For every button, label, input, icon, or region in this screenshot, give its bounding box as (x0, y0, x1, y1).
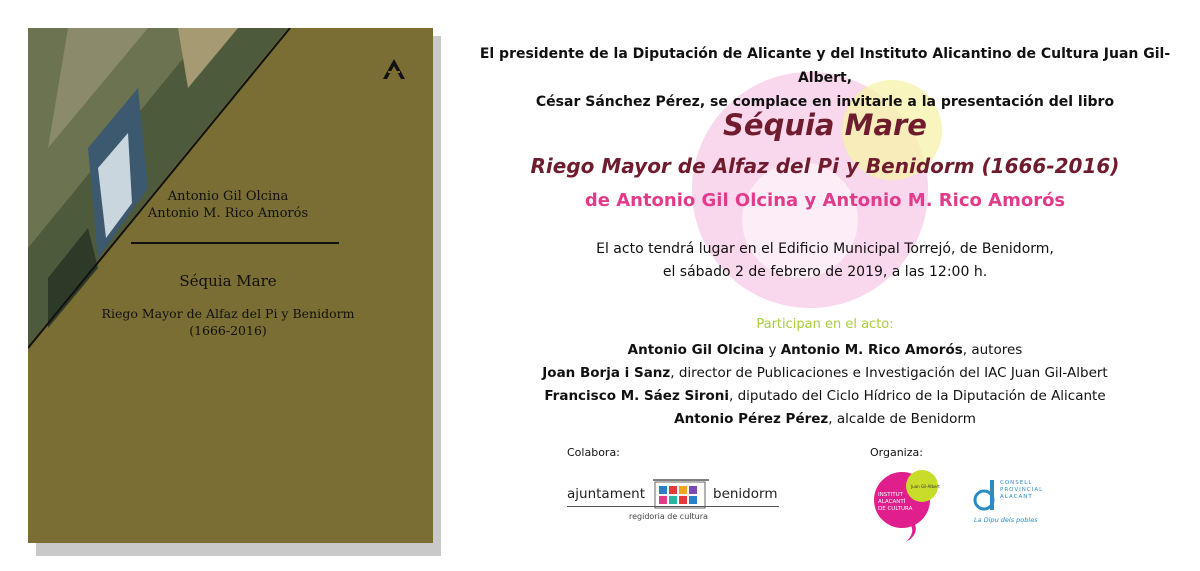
book-cover (28, 28, 433, 543)
cover-author: Antonio M. Rico Amorós (147, 206, 309, 221)
dipu-text-line: PROVINCIAL (1000, 487, 1044, 493)
logo-word-ajuntament: ajuntament (567, 486, 646, 502)
ayuntamiento-benidorm-logo (567, 476, 787, 526)
participant-line: Francisco M. Sáez Sironi, diputado del Ciclo Hídrico de la Diputación de Alicante (544, 388, 1106, 404)
logo-subtitle: regidoria de cultura (629, 512, 708, 521)
book-byline: de Antonio Gil Olcina y Antonio M. Rico Amorós (584, 190, 1066, 211)
iac-text-line: DE CULTURA (878, 506, 913, 512)
colabora-label: Colabora: (567, 446, 620, 459)
invitation-intro (468, 42, 1182, 114)
logo-word-benidorm: benidorm (713, 486, 778, 502)
cover-subtitle-line: Riego Mayor de Alfaz del Pi y Benidorm (101, 306, 355, 321)
cover-divider (131, 242, 339, 244)
cover-authors (78, 188, 378, 222)
cover-title: Séquia Mare (179, 272, 277, 290)
intro-line: César Sánchez Pérez, se complace en invitarle a la presentación del libro (535, 94, 1115, 110)
event-details (468, 238, 1182, 284)
diputacion-alicante-logo (972, 478, 1072, 526)
book-subtitle: Riego Mayor de Alfaz del Pi y Benidorm (1666-2016) (530, 154, 1120, 178)
cover-author: Antonio Gil Olcina (167, 189, 289, 204)
cover-subtitle (68, 305, 388, 339)
iac-badge-text: Juan Gil-Albert (911, 484, 940, 489)
participant-line: Antonio Pérez Pérez, alcalde de Benidorm (674, 411, 976, 427)
details-line: el sábado 2 de febrero de 2019, a las 12:00 h. (662, 264, 988, 280)
iac-logo-icon (872, 468, 942, 544)
intro-line: El presidente de la Diputación de Alicante y del Instituto Alicantino de Cultura Juan Gil-Albert, (479, 46, 1171, 86)
dipu-text-line: ALACANT (1000, 494, 1033, 500)
logo-underline (567, 506, 779, 507)
participants-label: Participan en el acto: (756, 317, 894, 332)
organiza-label: Organiza: (870, 446, 923, 459)
iac-juan-gil-albert-logo (872, 468, 942, 548)
participants-list (468, 339, 1182, 431)
publisher-logo-icon (382, 58, 406, 80)
participant-line: Antonio Gil Olcina y Antonio M. Rico Amorós, autores (627, 342, 1023, 358)
iac-text-line: INSTITUT (878, 492, 903, 498)
cover-subtitle-line: (1666-2016) (189, 323, 267, 338)
details-line: El acto tendrá lugar en el Edificio Municipal Torrejó, de Benidorm, (596, 241, 1054, 257)
dipu-logo-icon (972, 478, 998, 514)
iac-text-line: ALACANTÍ (878, 499, 906, 505)
participant-line: Joan Borja i Sanz, director de Publicaciones e Investigación del IAC Juan Gil-Albert (542, 365, 1108, 381)
dipu-text (1000, 480, 1043, 501)
book-title: Séquia Mare (723, 108, 927, 142)
dipu-tagline: La Dipu dels pobles (974, 516, 1038, 524)
dipu-text-line: CONSELL (1000, 480, 1033, 486)
